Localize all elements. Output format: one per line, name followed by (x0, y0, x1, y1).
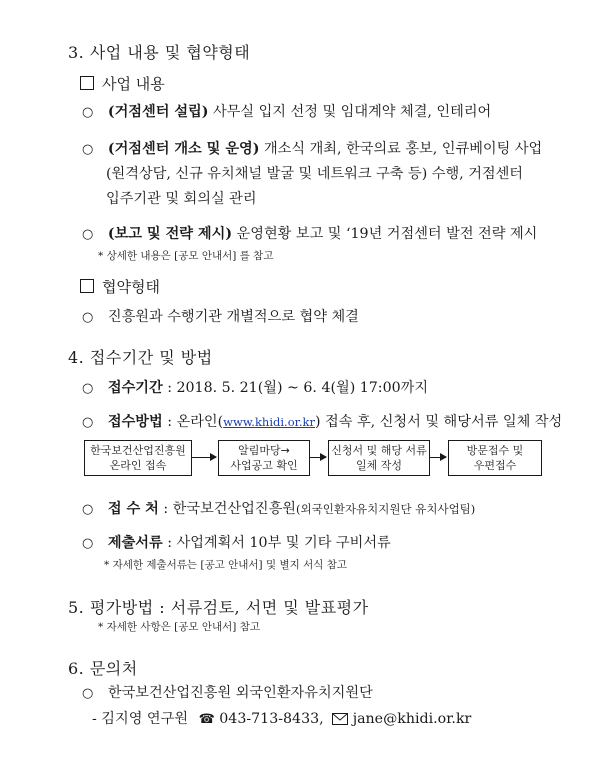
list-item (82, 530, 391, 557)
section-5-title: 5. 평가방법 : 서류검토, 서면 및 발표평가 (68, 598, 369, 617)
circle-bullet-icon: ○ (82, 227, 94, 242)
list-item (82, 375, 428, 402)
list-item (82, 409, 562, 436)
list-item (82, 496, 475, 523)
note: * 상세한 내용은 [공모 안내서] 를 참고 (98, 250, 274, 262)
item-text: : 한국보건산업진흥원 (158, 501, 297, 517)
section-4-title: 4. 접수기간 및 방법 (68, 348, 213, 367)
item-text: 사무실 입지 선정 및 임대계약 체결, 인테리어 (208, 104, 492, 120)
section-3-title: 3. 사업 내용 및 협약형태 (68, 43, 251, 62)
circle-bullet-icon: ○ (82, 310, 94, 325)
subsection-business-content (80, 73, 165, 94)
flow-step-write-application (328, 440, 430, 476)
flow-step-line: 사업공고 확인 (230, 459, 298, 472)
item-heading: (보고 및 전략 제시) (107, 226, 233, 242)
item-heading: 접 수 처 (107, 501, 159, 517)
item-heading: (거점센터 개소 및 운영) (107, 141, 260, 157)
list-item (82, 99, 491, 126)
flow-step-line: 일체 작성 (355, 459, 402, 472)
contact-line (92, 706, 471, 734)
note: * 자세한 사항은 [공모 안내서] 참고 (98, 621, 260, 633)
item-text-continued: 입주기관 및 회의실 관리 (106, 191, 257, 207)
circle-bullet-icon: ○ (82, 142, 94, 157)
circle-bullet-icon: ○ (82, 502, 94, 517)
flow-step-online-access (84, 440, 192, 476)
contact-name: - 김지영 연구원 (92, 711, 189, 727)
flow-step-line: 알림마당→ (238, 444, 290, 457)
flow-step-line: 신청서 및 해당 서류 (331, 444, 427, 457)
item-text: 운영현황 보고 및 ‘19년 거점센터 발전 전략 제시 (232, 226, 538, 242)
flow-step-line: 온라인 접속 (109, 459, 167, 472)
arrow-right-icon (192, 457, 216, 458)
item-detail: (외국인환자유치지원단 유치사업팀) (296, 502, 476, 516)
item-text: : 온라인( (162, 414, 224, 430)
checkbox-square-icon (80, 76, 94, 90)
circle-bullet-icon: ○ (82, 415, 94, 430)
list-item (82, 136, 542, 163)
item-heading: 접수기간 (107, 380, 163, 396)
flow-step-line: 방문접수 및 (466, 444, 524, 457)
item-text-continued: (원격상담, 신규 유치채널 발굴 및 네트워크 구축 등) 수행, 거점센터 (106, 166, 524, 182)
section-6-title: 6. 문의처 (68, 659, 138, 678)
checkbox-square-icon (80, 279, 94, 293)
list-item (82, 680, 373, 707)
flow-step-notice-check (218, 440, 310, 476)
contact-phone: 043-713-8433, (219, 711, 324, 727)
item-text: 진흥원과 수행기관 개별적으로 협약 체결 (107, 309, 359, 325)
flow-step-submit (448, 440, 542, 476)
circle-bullet-icon: ○ (82, 105, 94, 120)
website-link[interactable]: www.khidi.or.kr (223, 415, 315, 429)
email-icon (332, 708, 348, 734)
item-text: ) 접속 후, 신청서 및 해당서류 일체 작성 (315, 414, 563, 430)
subsection-label: 사업 내용 (102, 75, 165, 93)
item-text: : 사업계획서 10부 및 기타 구비서류 (162, 535, 391, 551)
circle-bullet-icon: ○ (82, 381, 94, 396)
item-heading: 접수방법 (107, 414, 163, 430)
item-text: : 2018. 5. 21(월) ~ 6. 4(월) 17:00까지 (162, 380, 429, 396)
note: * 자세한 제출서류는 [공고 안내서] 및 별지 서식 참고 (104, 559, 348, 571)
item-text: 개소식 개최, 한국의료 홍보, 인큐베이팅 사업 (259, 141, 543, 157)
item-heading: (거점센터 설립) (107, 104, 209, 120)
list-item (82, 221, 537, 248)
arrow-right-icon (310, 457, 326, 458)
list-item (82, 304, 359, 331)
subsection-contract-type (80, 276, 160, 297)
phone-icon: ☎ (198, 712, 215, 727)
subsection-label: 협약형태 (102, 278, 160, 296)
contact-org: 한국보건산업진흥원 외국인환자유치지원단 (107, 685, 373, 701)
circle-bullet-icon: ○ (82, 536, 94, 551)
circle-bullet-icon: ○ (82, 686, 94, 701)
arrow-right-icon (430, 457, 446, 458)
item-heading: 제출서류 (107, 535, 163, 551)
flow-step-line: 한국보건산업진흥원 (90, 444, 186, 457)
flow-step-line: 우편접수 (473, 459, 517, 472)
contact-email[interactable]: jane@khidi.or.kr (352, 711, 472, 727)
